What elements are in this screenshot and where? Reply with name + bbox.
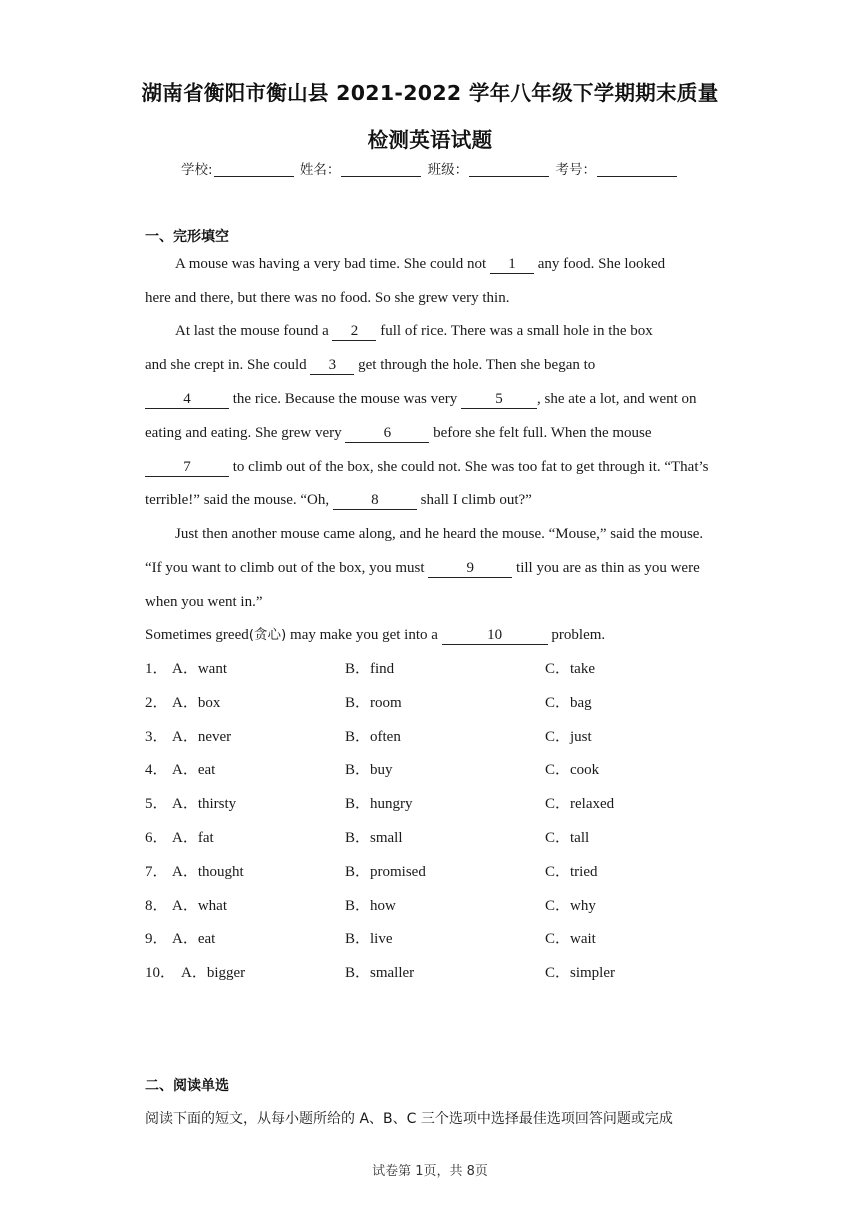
option-c[interactable]: C．why (545, 897, 596, 914)
question-row (0, 693, 860, 713)
option-c[interactable]: C．tried (545, 863, 598, 880)
passage-line: when you went in.” (145, 594, 263, 610)
passage-line: here and there, but there was no food. So she grew very thin. (145, 290, 510, 306)
option-a[interactable]: A．thought (172, 863, 244, 880)
name-label: 姓名： (299, 162, 341, 178)
passage-line: “If you want to climb out of the box, you must 9 till you are as thin as you were (145, 560, 700, 576)
passage-line: Just then another mouse came along, and he heard the mouse. “Mouse,” said the mouse. (175, 526, 704, 542)
cloze-blank-8: 8 (333, 492, 417, 510)
passage-line: At last the mouse found a 2 full of rice. There was a small hole in the box (175, 323, 653, 339)
cloze-blank-6: 6 (345, 425, 429, 443)
option-a[interactable]: A．never (172, 728, 232, 745)
exam-number-label: 考号： (555, 162, 596, 178)
option-b[interactable]: B．room (345, 694, 402, 711)
question-row (0, 760, 860, 780)
student-info-line (0, 158, 860, 178)
option-c[interactable]: C．relaxed (545, 796, 615, 813)
option-a[interactable]: A．eat (172, 762, 216, 779)
cloze-blank-1: 1 (490, 256, 534, 274)
class-blank (469, 162, 549, 177)
option-a[interactable]: A．what (172, 897, 227, 914)
name-blank (341, 162, 421, 177)
question-number: 9． (145, 931, 168, 948)
option-b[interactable]: B．live (345, 931, 393, 948)
option-b[interactable]: B．find (345, 661, 395, 677)
passage-line: and she crept in. She could 3 get through the hole. Then she began to (145, 357, 596, 373)
section-heading-cloze: 一、完形填空 (145, 229, 229, 245)
option-a[interactable]: A．box (172, 694, 221, 711)
exam-title-line-2: 检测英语试题 (367, 128, 493, 152)
option-c[interactable]: C．take (545, 661, 595, 677)
passage-line: terrible!” said the mouse. “Oh, 8 shall I climb out?” (145, 492, 532, 508)
option-a[interactable]: A．want (172, 661, 227, 677)
question-number: 2． (145, 694, 168, 711)
option-b[interactable]: B．how (345, 897, 396, 914)
question-number: 1． (145, 661, 168, 677)
passage-line: eating and eating. She grew very 6 before she felt full. When the mouse (145, 425, 652, 441)
question-row (0, 929, 860, 949)
option-c[interactable]: C．simpler (545, 965, 615, 982)
question-number: 3． (145, 728, 168, 745)
option-b[interactable]: B．hungry (345, 796, 413, 813)
cloze-blank-10: 10 (442, 627, 548, 645)
passage-line: A mouse was having a very bad time. She could not 1 any food. She looked (175, 256, 666, 272)
cloze-blank-3: 3 (310, 357, 354, 375)
question-row (0, 727, 860, 747)
exam-number-blank (597, 162, 677, 177)
option-a[interactable]: A．fat (172, 830, 214, 846)
question-row (0, 963, 860, 983)
cloze-blank-7: 7 (145, 459, 229, 477)
passage-line: Sometimes greed(贪心) may make you get into a 10 problem. (145, 627, 606, 643)
passage-line: 4 the rice. Because the mouse was very 5 , she ate a lot, and went on (145, 389, 717, 409)
reading-instruction: 阅读下面的短文，从每小题所给的 A、B、C 三个选项中选择最佳选项回答问题或完成 (145, 1111, 673, 1127)
passage-line: 7 to climb out of the box, she could not. She was too fat to get through it. “That’s (145, 457, 717, 477)
school-label: 学校: (181, 162, 213, 178)
question-number: 5． (145, 796, 168, 813)
option-b[interactable]: B．buy (345, 762, 393, 779)
section-heading-reading: 二、阅读单选 (145, 1078, 229, 1094)
question-row (0, 862, 860, 882)
option-a[interactable]: A．eat (172, 931, 216, 948)
option-c[interactable]: C．wait (545, 931, 596, 948)
school-blank (214, 162, 294, 177)
page-footer: 试卷第 1页，共 8页 (372, 1164, 488, 1179)
option-c[interactable]: C．just (545, 728, 592, 745)
option-c[interactable]: C．tall (545, 830, 590, 846)
question-row (0, 794, 860, 814)
option-a[interactable]: A．bigger (181, 965, 246, 982)
option-c[interactable]: C．bag (545, 694, 592, 711)
option-b[interactable]: B．smaller (345, 965, 415, 982)
question-number: 10． (145, 965, 176, 982)
option-b[interactable]: B．small (345, 830, 403, 846)
question-row (0, 828, 860, 848)
question-row (0, 896, 860, 916)
question-number: 8． (145, 897, 168, 914)
cloze-blank-2: 2 (332, 323, 376, 341)
option-c[interactable]: C．cook (545, 762, 600, 779)
exam-title-line-1: 湖南省衡阳市衡山县 2021-2022 学年八年级下学期期末质量 (141, 81, 719, 105)
question-number: 4． (145, 762, 168, 779)
question-row (0, 659, 860, 679)
cloze-blank-4: 4 (145, 391, 229, 409)
option-b[interactable]: B．often (345, 728, 401, 745)
option-b[interactable]: B．promised (345, 863, 426, 880)
cloze-blank-5: 5 (461, 391, 537, 409)
option-a[interactable]: A．thirsty (172, 796, 237, 813)
question-number: 7． (145, 863, 168, 880)
cloze-blank-9: 9 (428, 560, 512, 578)
class-label: 班级： (427, 162, 469, 178)
question-number: 6． (145, 830, 168, 846)
